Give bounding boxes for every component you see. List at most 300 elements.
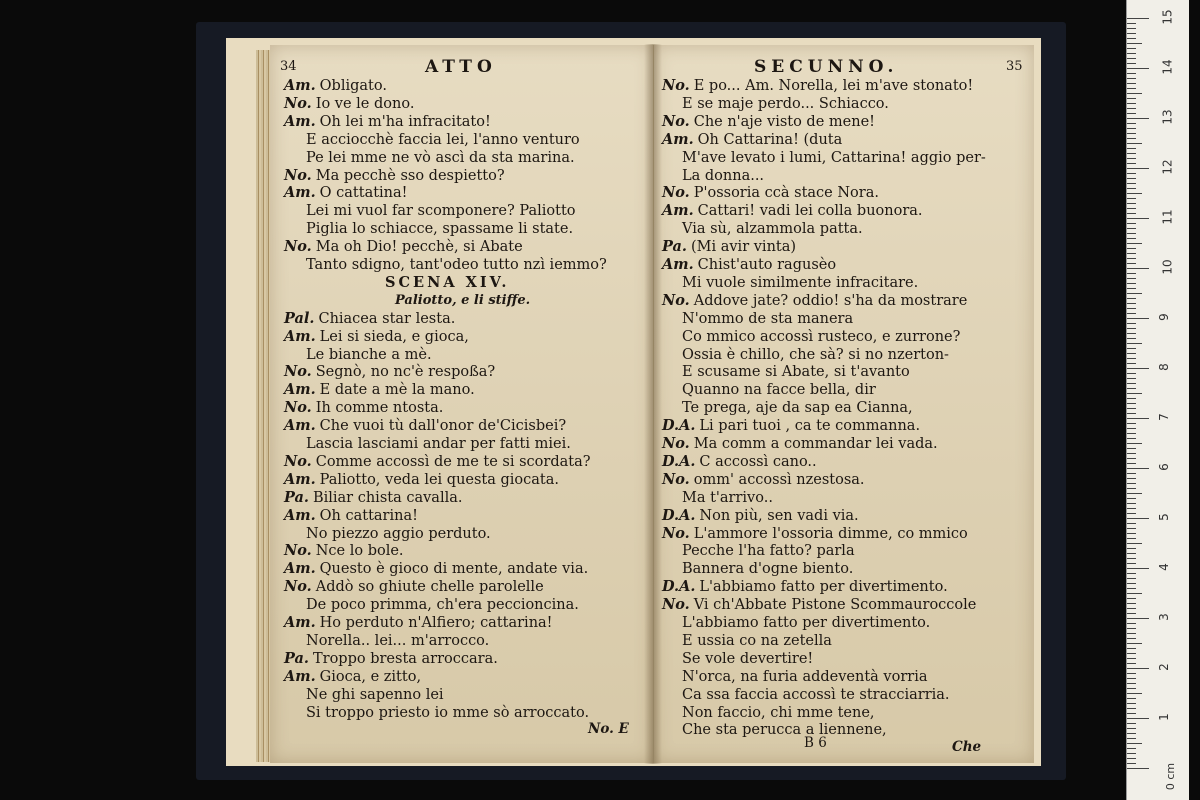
ruler-tick [1127, 768, 1149, 769]
ruler-tick [1127, 668, 1149, 669]
ruler-tick [1127, 493, 1142, 494]
text-line [662, 525, 968, 543]
line-text: Non più, sen vadi via. [699, 507, 859, 524]
ruler-number: 8 [1156, 363, 1171, 371]
ruler-tick [1127, 328, 1136, 329]
ruler-tick [1127, 78, 1136, 79]
text-line [284, 310, 455, 328]
line-text: SCENA XIV. [385, 273, 510, 291]
line-text: (Mi avir vinta) [690, 239, 797, 256]
ruler-tick [1127, 353, 1136, 354]
line-text: M'ave levato i lumi, Cattarina! aggio per- [682, 149, 986, 166]
ruler-tick [1127, 338, 1136, 339]
speaker-label: No. [662, 77, 690, 94]
ruler-number: 7 [1156, 413, 1171, 421]
right-catchword: Che [952, 739, 982, 755]
speaker-label: Am. [284, 417, 316, 435]
text-line [682, 310, 853, 328]
ruler-tick [1127, 663, 1136, 664]
text-line [682, 274, 918, 292]
line-text: Ma pecchè sso despietto? [315, 167, 505, 184]
ruler-tick [1127, 638, 1136, 639]
line-text: Ossia è chillo, che sà? si no nzerton- [682, 346, 949, 363]
signature-mark: B 6 [804, 735, 827, 751]
line-text: Norella.. lei... m'arrocco. [306, 632, 490, 649]
line-text: Addò so ghiute chelle parolelle [315, 579, 544, 596]
ruler-tick [1127, 308, 1136, 309]
speaker-label: Am. [662, 256, 694, 273]
text-line [662, 184, 879, 202]
ruler-tick [1127, 113, 1136, 114]
ruler-tick [1127, 633, 1136, 634]
ruler-tick [1127, 368, 1149, 369]
ruler-number: 13 [1160, 109, 1175, 125]
line-text: omm' accossì nzestosa. [693, 471, 865, 488]
ruler-tick [1127, 458, 1136, 459]
line-text: La donna... [682, 167, 765, 184]
ruler-tick [1127, 318, 1149, 319]
text-line [306, 202, 576, 220]
ruler-tick [1127, 673, 1136, 674]
ruler-tick [1127, 163, 1136, 164]
ruler-tick [1127, 548, 1136, 549]
text-line [682, 399, 913, 417]
text-line [662, 507, 859, 525]
speaker-label: Am. [662, 130, 694, 148]
line-text: Biliar chista cavalla. [312, 489, 463, 506]
ruler-tick [1127, 563, 1136, 564]
ruler-number: 12 [1160, 159, 1175, 175]
ruler-tick [1127, 683, 1136, 684]
ruler-tick [1127, 298, 1136, 299]
ruler-tick [1127, 753, 1136, 754]
speaker-label: No. [662, 112, 690, 130]
speaker-label: No. [662, 291, 690, 309]
speaker-label: No. [284, 363, 312, 381]
ruler-tick [1127, 213, 1136, 214]
book-gutter [644, 44, 662, 764]
text-line [682, 149, 986, 167]
line-text: Ma t'arrivo.. [682, 489, 773, 506]
left-catchword: No. E [588, 721, 629, 737]
ruler-tick [1127, 38, 1136, 39]
text-line [306, 596, 579, 614]
text-line [682, 721, 887, 739]
text-line [682, 220, 863, 238]
line-text: L'ammore l'ossoria dimme, co mmico [693, 525, 968, 542]
ruler-tick [1127, 763, 1136, 764]
ruler-tick [1127, 88, 1136, 89]
ruler-tick [1127, 408, 1136, 409]
ruler-number: 15 [1160, 9, 1175, 25]
text-line [306, 435, 571, 453]
line-text: Che vuoi tù dall'onor de'Cicisbei? [319, 418, 567, 435]
text-line [284, 471, 559, 489]
ruler-tick [1127, 243, 1142, 244]
ruler-tick [1127, 223, 1136, 224]
text-line [662, 256, 836, 274]
ruler-tick [1127, 238, 1136, 239]
speaker-label: Am. [284, 77, 316, 94]
ruler-tick [1127, 343, 1142, 344]
speaker-label: No. [284, 452, 312, 470]
ruler-tick [1127, 613, 1136, 614]
ruler-tick [1127, 293, 1142, 294]
speaker-label: No. [284, 578, 312, 596]
text-line [395, 292, 530, 310]
text-line [385, 274, 509, 292]
ruler-number: 3 [1156, 613, 1171, 621]
line-text: E ussia co na zetella [682, 632, 832, 649]
text-line [306, 704, 589, 722]
ruler-tick [1127, 218, 1149, 219]
ruler-number: 1 [1156, 713, 1171, 721]
line-text: Pecche l'ha fatto? parla [682, 543, 855, 560]
ruler-tick [1127, 363, 1136, 364]
line-text: Cattari! vadi lei colla buonora. [697, 203, 923, 220]
speaker-label: No. [284, 542, 312, 560]
line-text: Oh cattarina! [319, 507, 418, 524]
text-line [662, 471, 865, 489]
ruler-tick [1127, 558, 1136, 559]
line-text: Le bianche a mè. [306, 346, 432, 363]
ruler-tick [1127, 63, 1136, 64]
ruler-tick [1127, 288, 1136, 289]
line-text: Oh lei m'ha infracitato! [319, 113, 491, 130]
text-line [284, 417, 566, 435]
line-text: Via sù, alzammola patta. [682, 221, 863, 238]
line-text: Te prega, aje da sap ea Cianna, [682, 400, 913, 417]
text-line [284, 542, 404, 560]
text-line [662, 131, 842, 149]
line-text: Piglia lo schiacce, spassame li state. [306, 221, 574, 238]
left-page-number: 34 [280, 59, 297, 74]
ruler-tick [1127, 473, 1136, 474]
text-line [662, 77, 973, 95]
text-line [284, 381, 475, 399]
speaker-label: Am. [284, 506, 316, 524]
speaker-label: Am. [284, 470, 316, 488]
ruler-tick [1127, 103, 1136, 104]
text-line [682, 668, 928, 686]
right-page [654, 45, 1034, 763]
ruler-tick [1127, 333, 1136, 334]
line-text: Addove jate? oddio! s'ha da mostrare [693, 292, 968, 309]
text-line [682, 363, 910, 381]
ruler-tick [1127, 603, 1136, 604]
speaker-label: No. [662, 470, 690, 488]
ruler-tick [1127, 183, 1136, 184]
speaker-label: Pa. [284, 488, 309, 506]
ruler-tick [1127, 538, 1136, 539]
ruler-tick [1127, 748, 1136, 749]
ruler-tick [1127, 403, 1136, 404]
ruler-tick [1127, 648, 1136, 649]
line-text: Paliotto, veda lei questa giocata. [319, 471, 560, 488]
line-text: E po... Am. Norella, lei m'ave stonato! [693, 78, 974, 94]
ruler-tick [1127, 703, 1136, 704]
ruler-tick [1127, 248, 1136, 249]
speaker-label: No. [284, 166, 312, 184]
ruler-tick [1127, 348, 1136, 349]
text-line [662, 417, 920, 435]
text-line [284, 614, 553, 632]
ruler-number: 4 [1156, 563, 1171, 571]
line-text: Mi vuole similmente infracitare. [682, 274, 919, 291]
ruler-tick [1127, 18, 1149, 19]
ruler-tick [1127, 123, 1136, 124]
text-line [662, 238, 796, 256]
ruler-tick [1127, 518, 1149, 519]
line-text: Questo è gioco di mente, andate via. [319, 561, 589, 578]
ruler-tick [1127, 608, 1136, 609]
ruler-tick [1127, 488, 1136, 489]
speaker-label: Am. [284, 112, 316, 130]
ruler-tick [1127, 573, 1136, 574]
ruler-tick [1127, 428, 1136, 429]
ruler-unit: 0 cm [1164, 762, 1178, 791]
text-line [662, 113, 875, 131]
text-line [682, 167, 764, 185]
ruler-tick [1127, 628, 1136, 629]
ruler-tick [1127, 733, 1136, 734]
text-line [306, 149, 575, 167]
line-text: C accossì cano.. [699, 453, 817, 470]
ruler-number: 14 [1160, 59, 1175, 75]
line-text: Chiacea star lesta. [318, 310, 456, 327]
text-line [662, 453, 817, 471]
line-text: P'ossoria ccà stace Nora. [693, 185, 879, 202]
line-text: Co mmico accossì rusteco, e zurrone? [682, 328, 961, 345]
text-line [284, 184, 408, 202]
ruler-tick [1127, 258, 1136, 259]
ruler-tick [1127, 528, 1136, 529]
ruler-tick [1127, 623, 1136, 624]
text-line [662, 596, 976, 614]
ruler-tick [1127, 598, 1136, 599]
speaker-label: Pa. [284, 649, 309, 667]
text-line [306, 632, 489, 650]
ruler-tick [1127, 143, 1142, 144]
text-line [306, 131, 580, 149]
speaker-label: D.A. [662, 578, 696, 596]
line-text: Chist'auto ragusèo [697, 257, 837, 273]
ruler-tick [1127, 433, 1136, 434]
line-text: Non faccio, chi mme tene, [682, 704, 875, 721]
ruler-tick [1127, 233, 1136, 234]
line-text: Vi ch'Abbate Pistone Scommauroccole [693, 597, 977, 614]
text-line [306, 220, 573, 238]
line-text: N'orca, na furia addeventà vorria [682, 668, 928, 685]
text-line [284, 650, 498, 668]
ruler-tick [1127, 93, 1142, 94]
ruler-tick [1127, 43, 1142, 44]
text-line [284, 113, 491, 131]
ruler-tick [1127, 303, 1136, 304]
line-text: Si troppo priesto io mme sò arroccato. [306, 704, 590, 721]
ruler-tick [1127, 378, 1136, 379]
line-text: E scusame si Abate, si t'avanto [682, 364, 910, 381]
ruler-tick [1127, 463, 1136, 464]
speaker-label: D.A. [662, 506, 696, 524]
speaker-label: Am. [284, 381, 316, 399]
ruler-tick [1127, 168, 1149, 169]
ruler-number: 6 [1156, 463, 1171, 471]
ruler-tick [1127, 578, 1136, 579]
ruler-tick [1127, 133, 1136, 134]
ruler-tick [1127, 278, 1136, 279]
line-text: Gioca, e zitto, [319, 668, 422, 685]
speaker-label: Am. [662, 202, 694, 220]
ruler-tick [1127, 443, 1142, 444]
line-text: De poco primma, ch'era peccioncina. [306, 597, 579, 614]
text-line [284, 328, 469, 346]
ruler-tick [1127, 393, 1142, 394]
line-text: Ma oh Dio! pecchè, si Abate [315, 239, 523, 256]
line-text: N'ommo de sta manera [682, 310, 854, 327]
ruler-tick [1127, 533, 1136, 534]
ruler-tick [1127, 83, 1136, 84]
ruler-tick [1127, 738, 1136, 739]
text-line [284, 560, 588, 578]
left-running-header: ATTO [425, 57, 497, 77]
speaker-label: Pa. [662, 238, 687, 256]
line-text: No piezzo aggio perduto. [306, 525, 491, 542]
text-line [284, 238, 523, 256]
ruler-tick [1127, 438, 1136, 439]
text-line [682, 614, 930, 632]
ruler-tick [1127, 448, 1136, 449]
line-text: Ho perduto n'Alfiero; cattarina! [319, 615, 553, 631]
ruler-tick [1127, 73, 1136, 74]
ruler-tick [1127, 33, 1136, 34]
line-text: Ih comme ntosta. [315, 400, 444, 417]
speaker-label: No. [662, 524, 690, 542]
line-text: Ma comm a commandar lei vada. [693, 436, 938, 452]
speaker-label: Am. [284, 667, 316, 685]
text-line [662, 202, 923, 220]
text-line [284, 167, 505, 185]
speaker-label: No. [284, 238, 312, 256]
speaker-label: D.A. [662, 417, 696, 435]
speaker-label: Am. [284, 614, 316, 631]
line-text: Se vole devertire! [682, 650, 814, 667]
line-text: E se maje perdo... Schiacco. [682, 95, 889, 112]
text-line [284, 507, 418, 525]
ruler-tick [1127, 118, 1149, 119]
text-line [284, 578, 544, 596]
ruler-tick [1127, 713, 1136, 714]
line-text: Pe lei mme ne vò ascì da sta marina. [306, 149, 575, 166]
ruler-tick [1127, 263, 1136, 264]
ruler-number: 11 [1160, 209, 1175, 225]
ruler-tick [1127, 153, 1136, 154]
ruler-tick [1127, 208, 1136, 209]
ruler-tick [1127, 478, 1136, 479]
line-text: Segnò, no nc'è respoßa? [315, 364, 496, 381]
text-line [682, 346, 949, 364]
text-line [682, 686, 950, 704]
ruler-tick [1127, 618, 1149, 619]
text-line [306, 346, 432, 364]
speaker-label: Am. [284, 560, 316, 578]
ruler-tick [1127, 128, 1136, 129]
ruler-tick [1127, 158, 1136, 159]
line-text: Comme accossì de me te si scordata? [315, 453, 591, 470]
ruler-tick [1127, 148, 1136, 149]
ruler-tick [1127, 48, 1136, 49]
speaker-label: No. [662, 596, 690, 614]
text-line [284, 453, 591, 471]
ruler-tick [1127, 193, 1142, 194]
text-line [682, 650, 813, 668]
ruler-tick [1127, 693, 1142, 694]
ruler-tick [1127, 523, 1136, 524]
ruler-tick [1127, 203, 1136, 204]
ruler-tick [1127, 373, 1136, 374]
ruler-tick [1127, 743, 1142, 744]
ruler-tick [1127, 498, 1136, 499]
speaker-label: No. [662, 184, 690, 202]
line-text: Nce lo bole. [315, 543, 404, 560]
ruler-tick [1127, 268, 1149, 269]
line-text: Oh Cattarina! (duta [697, 131, 843, 148]
ruler-tick [1127, 138, 1136, 139]
ruler-tick [1127, 688, 1136, 689]
measuring-ruler [1126, 0, 1189, 800]
speaker-label: D.A. [662, 452, 696, 470]
line-text: L'abbiamo fatto per divertimento. [682, 615, 931, 631]
ruler-tick [1127, 398, 1136, 399]
text-line [284, 668, 421, 686]
ruler-tick [1127, 383, 1136, 384]
ruler-tick [1127, 678, 1136, 679]
speaker-label: No. [284, 399, 312, 417]
line-text: Che sta perucca a liennene, [682, 722, 887, 739]
ruler-number: 9 [1156, 313, 1171, 321]
ruler-tick [1127, 643, 1142, 644]
ruler-number: 2 [1156, 663, 1171, 671]
line-text: Obligato. [319, 78, 387, 94]
ruler-tick [1127, 23, 1136, 24]
ruler-tick [1127, 588, 1136, 589]
ruler-tick [1127, 483, 1136, 484]
speaker-label: No. [662, 435, 690, 452]
ruler-tick [1127, 98, 1136, 99]
ruler-tick [1127, 313, 1136, 314]
text-line [682, 381, 876, 399]
line-text: Paliotto, e li stiffe. [395, 292, 531, 308]
ruler-tick [1127, 358, 1136, 359]
ruler-tick [1127, 543, 1142, 544]
ruler-tick [1127, 413, 1136, 414]
ruler-tick [1127, 388, 1136, 389]
line-text: E acciocchè faccia lei, l'anno venturo [306, 131, 580, 148]
ruler-tick [1127, 253, 1136, 254]
ruler-tick [1127, 418, 1149, 419]
ruler-tick [1127, 228, 1136, 229]
text-line [284, 363, 495, 381]
ruler-tick [1127, 188, 1136, 189]
line-text: L'abbiamo fatto per divertimento. [699, 579, 948, 596]
ruler-tick [1127, 283, 1136, 284]
text-line [284, 95, 414, 113]
text-line [662, 578, 948, 596]
ruler-tick [1127, 453, 1136, 454]
line-text: Lei mi vuol far scomponere? Paliotto [306, 203, 576, 220]
line-text: E date a mè la mano. [319, 382, 475, 399]
text-line [306, 256, 607, 274]
